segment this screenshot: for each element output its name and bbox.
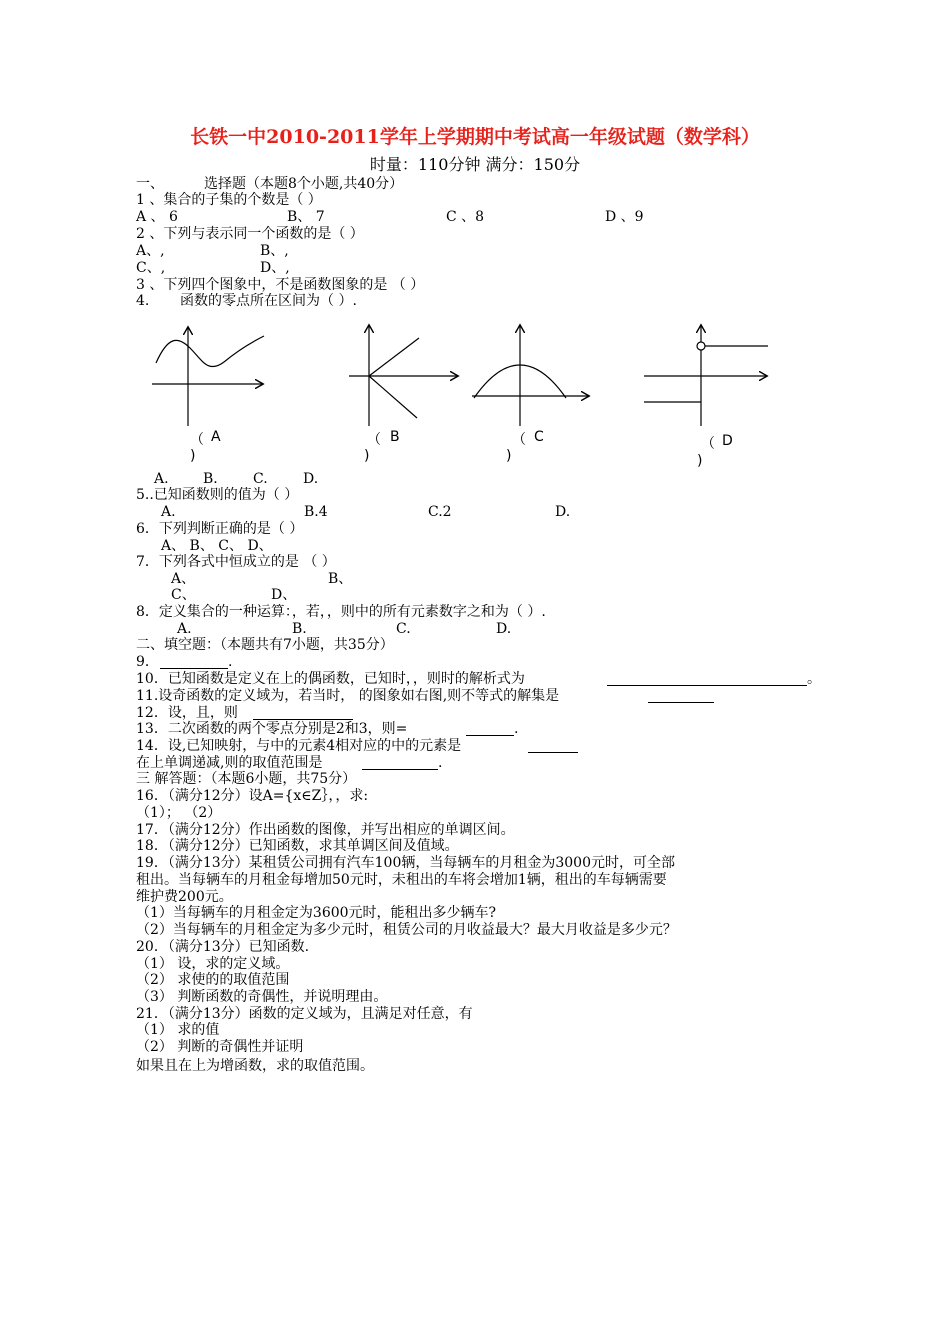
question-15: 在上单调递减,则的取值范围是 bbox=[136, 755, 323, 771]
question-16-parts: （1）； （2） bbox=[136, 805, 222, 821]
answer-blank bbox=[253, 719, 353, 720]
exam-info: 时量：110分钟 满分：150分 bbox=[369, 155, 581, 174]
graph-c-paren-open: （ bbox=[512, 432, 526, 448]
question-11: 11.设奇函数的定义域为，若当时， 的图象如右图,则不等式的解集是 bbox=[136, 688, 560, 704]
question-4-number: 4. bbox=[136, 293, 150, 309]
question-10: 10．已知函数是定义在上的偶函数，已知时，，则时的解析式为 bbox=[136, 671, 525, 687]
question-2: 2 、下列与表示同一个函数的是（ ） bbox=[136, 226, 364, 242]
q4-option-c: C. bbox=[253, 471, 268, 487]
section-2-title: 二、填空题：（本题共有7小题，共35分） bbox=[136, 637, 394, 653]
q8-option-b: B. bbox=[292, 621, 307, 637]
section-3-title: 三 解答题：（本题6小题，共75分） bbox=[136, 771, 357, 787]
question-14: 14．设,已知映射，与中的元素4相对应的中的元素是 bbox=[136, 738, 462, 754]
question-20-part-1: （1） 设，求的定义域。 bbox=[136, 956, 290, 972]
q2-option-d: D、, bbox=[260, 260, 290, 276]
graph-d-label: D bbox=[722, 433, 733, 449]
q1-option-d: D 、9 bbox=[605, 209, 644, 225]
question-16: 16．（满分12分）设A={x∈Z｝，，求: bbox=[136, 788, 369, 804]
q7-option-b: B、 bbox=[328, 571, 353, 587]
question-19-line-2: 租出。当每辆车的月租金每增加50元时，未租出的车将会增加1辆，租出的车每辆需要 bbox=[136, 872, 667, 888]
graph-b-paren-open: （ bbox=[367, 432, 381, 448]
question-19-line-1: 19．（满分13分）某租赁公司拥有汽车100辆，当每辆车的月租金为3000元时，可全部 bbox=[136, 855, 675, 871]
question-13-tail: . bbox=[514, 721, 519, 737]
q2-option-a: A、, bbox=[136, 243, 165, 259]
q8-option-a: A. bbox=[177, 621, 192, 637]
question-18: 18．（满分12分）已知函数，求其单调区间及值域。 bbox=[136, 838, 459, 854]
q8-option-c: C. bbox=[396, 621, 411, 637]
q7-option-c: C、 bbox=[171, 587, 196, 603]
question-22: 如果且在上为增函数，求的取值范围。 bbox=[136, 1058, 374, 1074]
q5-option-d: D. bbox=[555, 504, 571, 520]
graph-d bbox=[640, 318, 772, 430]
question-20-part-3: （3） 判断函数的奇偶性，并说明理由。 bbox=[136, 989, 388, 1005]
question-20-part-2: （2） 求使的的取值范围 bbox=[136, 972, 290, 988]
graph-c-paren-close: ) bbox=[506, 448, 512, 464]
q1-option-a: A 、 6 bbox=[136, 209, 178, 225]
q2-option-b: B、, bbox=[260, 243, 289, 259]
section-1-title: 选择题（本题8个小题,共40分） bbox=[204, 176, 404, 192]
graph-a-paren-open: （ bbox=[190, 432, 204, 448]
graph-b bbox=[345, 318, 465, 430]
q4-option-a: A. bbox=[154, 471, 169, 487]
answer-blank bbox=[160, 668, 228, 669]
q2-option-c: C、, bbox=[136, 260, 166, 276]
question-12: 12．设，且，则 bbox=[136, 705, 238, 721]
question-15-tail: . bbox=[438, 755, 443, 771]
question-1: 1 、集合的子集的个数是（ ） bbox=[136, 192, 322, 208]
q5-option-a: A. bbox=[161, 504, 176, 520]
graph-a-paren-close: ) bbox=[190, 448, 196, 464]
question-19-part-2: （2）当每辆车的月租金定为多少元时，租赁公司的月收益最大？最大月收益是多少元？ bbox=[136, 922, 677, 938]
graph-b-label: B bbox=[390, 429, 400, 445]
section-1-number: 一、 bbox=[136, 176, 164, 192]
answer-blank bbox=[607, 685, 807, 686]
q4-option-b: B. bbox=[203, 471, 218, 487]
graph-c-label: C bbox=[534, 429, 544, 445]
question-6: 6．下列判断正确的是（ ） bbox=[136, 521, 304, 537]
question-19-line-3: 维护费200元。 bbox=[136, 889, 233, 905]
graph-d-paren-open: （ bbox=[701, 436, 715, 452]
q4-option-d: D. bbox=[303, 471, 319, 487]
question-10-tail: 。 bbox=[807, 671, 821, 687]
question-21: 21．（满分13分）函数的定义域为，且满足对任意，有 bbox=[136, 1006, 473, 1022]
question-17: 17．（满分12分）作出函数的图像，并写出相应的单调区间。 bbox=[136, 822, 515, 838]
q7-option-d: D、 bbox=[271, 587, 297, 603]
graph-d-paren-close: ) bbox=[697, 453, 703, 469]
question-7: 7．下列各式中恒成立的是 （ ） bbox=[136, 554, 336, 570]
answer-blank bbox=[362, 769, 438, 770]
q7-option-a: A、 bbox=[171, 571, 196, 587]
q6-options: A、 B、 C、 D、 bbox=[161, 538, 273, 554]
question-19-part-1: （1）当每辆车的月租金定为3600元时，能租出多少辆车? bbox=[136, 905, 497, 921]
question-5: 5..已知函数则的值为（ ） bbox=[136, 487, 299, 503]
question-3: 3 、下列四个图象中，不是函数图象的是 （ ） bbox=[136, 277, 425, 293]
q1-option-c: C 、8 bbox=[446, 209, 485, 225]
question-20: 20．（满分13分）已知函数. bbox=[136, 939, 310, 955]
graph-b-paren-close: ) bbox=[364, 448, 370, 464]
question-21-part-2: （2） 判断的奇偶性并证明 bbox=[136, 1039, 304, 1055]
question-9-number: 9． bbox=[136, 654, 159, 670]
question-13: 13．二次函数的两个零点分别是2和3，则= bbox=[136, 721, 408, 737]
question-9-tail: . bbox=[228, 654, 233, 670]
q1-option-b: B、 7 bbox=[287, 209, 325, 225]
q5-option-c: C.2 bbox=[428, 504, 452, 520]
graph-a bbox=[148, 318, 272, 430]
answer-blank bbox=[528, 752, 578, 753]
answer-blank bbox=[466, 735, 514, 736]
graph-a-label: A bbox=[211, 429, 221, 445]
q5-option-b: B.4 bbox=[304, 504, 328, 520]
graph-c bbox=[470, 318, 594, 430]
question-21-part-1: （1） 求的值 bbox=[136, 1022, 220, 1038]
question-4: 函数的零点所在区间为（ ）. bbox=[180, 293, 357, 309]
page-title: 长铁一中2010-2011学年上学期期中考试高一年级试题（数学科） bbox=[190, 126, 760, 148]
q8-option-d: D. bbox=[496, 621, 512, 637]
question-8: 8．定义集合的一种运算：，若，，则中的所有元素数字之和为（ ）. bbox=[136, 604, 546, 620]
answer-blank bbox=[648, 702, 714, 703]
